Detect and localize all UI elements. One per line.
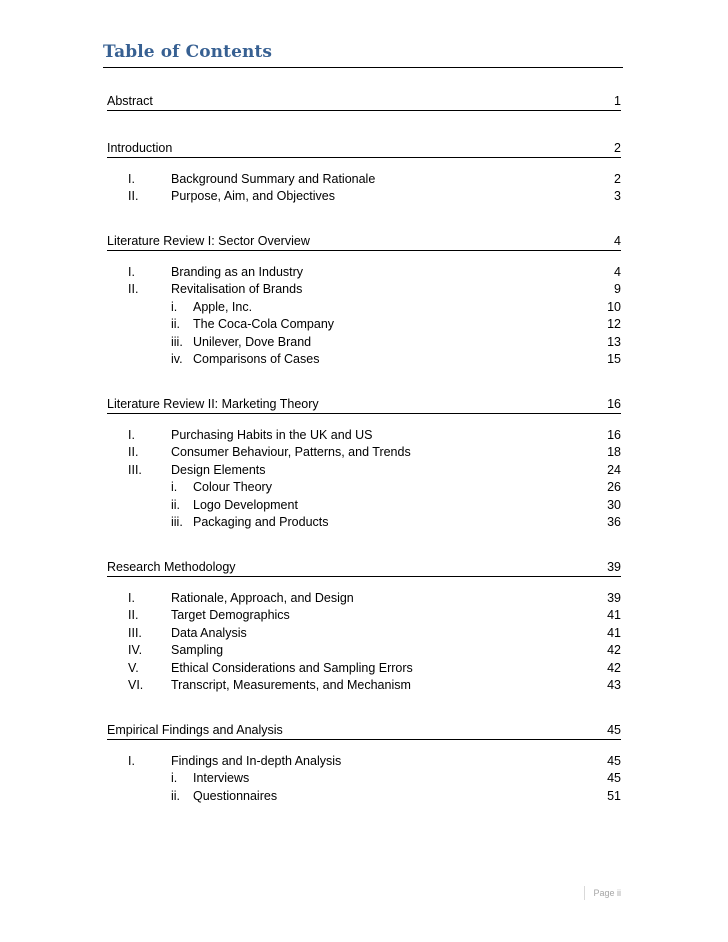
toc-entry-label: Revitalisation of Brands <box>171 282 303 296</box>
toc-entry-number: IV. <box>128 643 143 657</box>
toc-subentry[interactable] <box>107 788 621 805</box>
toc-entry-label: Unilever, Dove Brand <box>193 335 312 349</box>
toc-entry-number: iii. <box>171 335 183 349</box>
toc-heading[interactable] <box>107 233 621 251</box>
toc-entry-number: ii. <box>171 789 181 803</box>
toc-entry-number: I. <box>128 591 135 605</box>
toc-subentry[interactable] <box>107 334 621 351</box>
toc-heading-page: 1 <box>614 94 621 108</box>
toc-heading[interactable] <box>107 559 621 577</box>
toc-entry-page: 51 <box>607 789 621 803</box>
toc-entry-number: VI. <box>128 678 144 692</box>
toc-entry-number: ii. <box>171 498 181 512</box>
toc-entry-number: III. <box>128 626 142 640</box>
toc-subentry[interactable] <box>107 479 621 496</box>
toc-entry-label: Interviews <box>193 771 250 785</box>
toc-entry-page: 18 <box>607 445 621 459</box>
toc-entry-label: Sampling <box>171 643 224 657</box>
toc-heading-label: Research Methodology <box>107 560 236 574</box>
toc-entry-label: Apple, Inc. <box>193 300 253 314</box>
toc-subentry[interactable] <box>107 299 621 316</box>
toc-heading[interactable] <box>107 93 621 111</box>
toc-entry[interactable] <box>107 171 621 188</box>
toc-entry-number: i. <box>171 771 178 785</box>
toc-subentry[interactable] <box>107 497 621 514</box>
toc-entry-page: 45 <box>607 754 621 768</box>
toc-entry-label: Questionnaires <box>193 789 278 803</box>
toc-entry-number: i. <box>171 480 178 494</box>
toc-entry-page: 10 <box>607 300 621 314</box>
toc-entry-page: 16 <box>607 428 621 442</box>
toc-heading-page: 2 <box>614 141 621 155</box>
toc-entry-label: The Coca-Cola Company <box>193 317 335 331</box>
toc-entry-number: I. <box>128 754 135 768</box>
toc-entry-label: Data Analysis <box>171 626 247 640</box>
toc-entry-number: III. <box>128 463 142 477</box>
toc-entry-page: 41 <box>607 608 621 622</box>
toc-heading-label: Abstract <box>107 94 153 108</box>
toc-entry[interactable] <box>107 660 621 677</box>
toc-heading-page: 39 <box>607 560 621 574</box>
toc-heading-label: Literature Review II: Marketing Theory <box>107 397 319 411</box>
toc-subentry[interactable] <box>107 351 621 368</box>
toc-entry-page: 13 <box>607 335 621 349</box>
toc-entry-page: 45 <box>607 771 621 785</box>
toc-entry[interactable] <box>107 607 621 624</box>
toc-entry-label: Target Demographics <box>171 608 290 622</box>
toc-entry-page: 43 <box>607 678 621 692</box>
toc-entry-number: I. <box>128 172 135 186</box>
toc-entry-number: II. <box>128 608 139 622</box>
toc-entry[interactable] <box>107 462 621 479</box>
toc-heading-page: 45 <box>607 723 621 737</box>
toc-entry[interactable] <box>107 625 621 642</box>
toc-heading[interactable] <box>107 140 621 158</box>
toc-entry-page: 42 <box>607 661 621 675</box>
toc-heading-label: Literature Review I: Sector Overview <box>107 234 310 248</box>
toc-entry-page: 2 <box>614 172 621 186</box>
toc-entry-page: 36 <box>607 515 621 529</box>
toc-entry[interactable] <box>107 677 621 694</box>
toc-entry-label: Transcript, Measurements, and Mechanism <box>171 678 411 692</box>
toc-entry-label: Branding as an Industry <box>171 265 304 279</box>
toc-entry-page: 4 <box>614 265 621 279</box>
toc-entry-page: 15 <box>607 352 621 366</box>
toc-entry-number: II. <box>128 282 139 296</box>
toc-heading-page: 16 <box>607 397 621 411</box>
toc-entry[interactable] <box>107 264 621 281</box>
page-number-footer: Page ii <box>584 886 621 900</box>
toc-heading[interactable] <box>107 722 621 740</box>
toc-subentry[interactable] <box>107 770 621 787</box>
toc-entry-page: 24 <box>607 463 621 477</box>
toc-entry[interactable] <box>107 188 621 205</box>
toc-entry[interactable] <box>107 753 621 770</box>
toc-entry-page: 12 <box>607 317 621 331</box>
toc-entry-label: Colour Theory <box>193 480 272 494</box>
toc-entry-number: II. <box>128 189 139 203</box>
toc-entry-page: 41 <box>607 626 621 640</box>
toc-entry-label: Rationale, Approach, and Design <box>171 591 354 605</box>
toc-entry[interactable] <box>107 590 621 607</box>
toc-heading-label: Introduction <box>107 141 173 155</box>
title-rule <box>103 67 623 68</box>
toc-entry-label: Comparisons of Cases <box>193 352 320 366</box>
toc-entry-page: 39 <box>607 591 621 605</box>
toc-entry-label: Consumer Behaviour, Patterns, and Trends <box>171 445 411 459</box>
toc-entry-page: 9 <box>614 282 621 296</box>
toc-entry-page: 26 <box>607 480 621 494</box>
page-title: Table of Contents <box>103 42 273 62</box>
toc-entry-page: 42 <box>607 643 621 657</box>
toc-heading-page: 4 <box>614 234 621 248</box>
toc-entry-label: Logo Development <box>193 498 298 512</box>
toc-entry-label: Findings and In-depth Analysis <box>171 754 342 768</box>
toc-entry-number: I. <box>128 265 135 279</box>
toc-entry-label: Purpose, Aim, and Objectives <box>171 189 335 203</box>
toc-entry-number: V. <box>128 661 139 675</box>
toc-entry-number: II. <box>128 445 139 459</box>
toc-entry-number: i. <box>171 300 178 314</box>
toc-entry-label: Purchasing Habits in the UK and US <box>171 428 373 442</box>
toc-entry-label: Ethical Considerations and Sampling Errors <box>171 661 413 675</box>
toc-entry[interactable] <box>107 642 621 659</box>
toc-entry-label: Packaging and Products <box>193 515 329 529</box>
toc-entry[interactable] <box>107 281 621 298</box>
toc-entry-number: ii. <box>171 317 181 331</box>
toc-heading[interactable] <box>107 396 621 414</box>
toc-entry-label: Design Elements <box>171 463 266 477</box>
toc-entry-number: iv. <box>171 352 183 366</box>
toc-entry-number: I. <box>128 428 135 442</box>
toc-entry-page: 30 <box>607 498 621 512</box>
toc-entry-label: Background Summary and Rationale <box>171 172 376 186</box>
toc-entry-number: iii. <box>171 515 183 529</box>
toc-heading-label: Empirical Findings and Analysis <box>107 723 283 737</box>
toc-entry-page: 3 <box>614 189 621 203</box>
toc-subentry[interactable] <box>107 514 621 531</box>
toc-entry[interactable] <box>107 444 621 461</box>
toc-entry[interactable] <box>107 427 621 444</box>
toc-subentry[interactable] <box>107 316 621 333</box>
